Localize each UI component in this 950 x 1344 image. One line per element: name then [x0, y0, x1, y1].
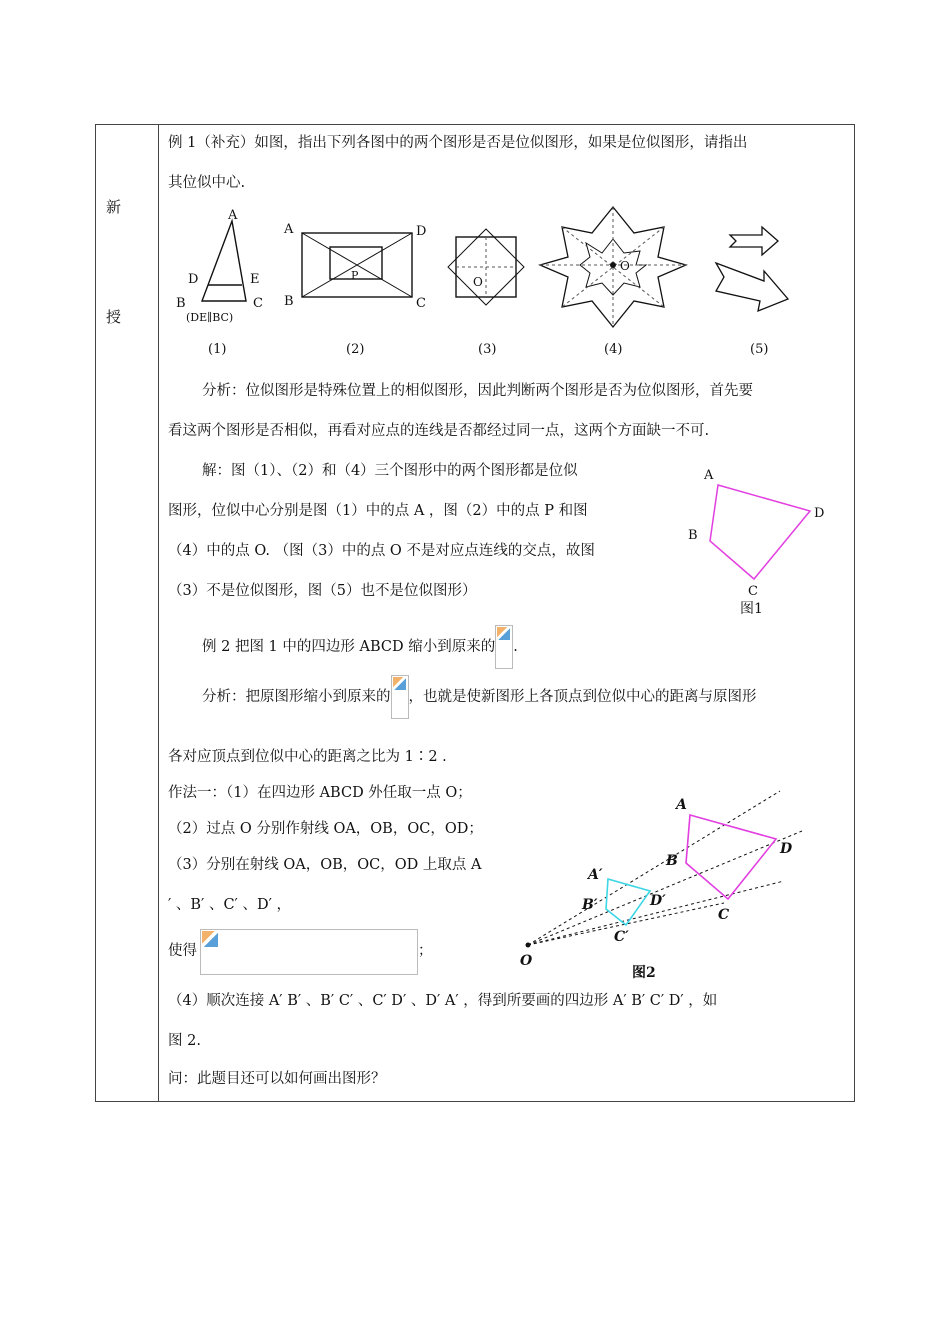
broken-image-icon	[497, 627, 510, 640]
figure2-caption: 图2	[632, 965, 656, 981]
example2-text: 例 2 把图 1 中的四边形 ABCD 缩小到原来的	[202, 639, 496, 655]
figure2-label-c2: C′	[614, 929, 629, 945]
example2-end: .	[513, 639, 518, 655]
side-label-xin: 新	[106, 198, 122, 216]
solution-line2: 图形，位似中心分别是图（1）中的点 A ，图（2）中的点 P 和图	[168, 503, 588, 519]
fig2-label-d: D	[416, 224, 427, 239]
method-line7: 图 2.	[168, 1033, 201, 1049]
solution-line4: （3）不是位似图形，图（5）也不是位似图形）	[168, 583, 477, 599]
fig1-label-d: D	[188, 272, 199, 287]
fig1-label-b: B	[176, 296, 186, 311]
fig3-label-o: O	[473, 275, 483, 289]
figure-4-stars	[540, 207, 686, 357]
fig1-caption: (1)	[208, 342, 227, 357]
figure-2-homothety	[520, 791, 810, 987]
method-line4: ′ 、B′ 、C′ 、D′ ，	[168, 897, 291, 913]
figure2-label-o: O	[520, 953, 533, 969]
fig2-label-b: B	[284, 294, 294, 309]
figure2-label-c: C	[718, 907, 730, 923]
fig5-caption: (5)	[750, 342, 769, 357]
method-line8: 问：此题目还可以如何画出图形？	[168, 1071, 386, 1087]
column-divider	[158, 125, 159, 1101]
fig1-label-c: C	[253, 296, 263, 311]
fig3-caption: (3)	[478, 342, 497, 357]
figure-5-arrows	[716, 227, 788, 357]
fig2-label-p: P	[351, 269, 359, 282]
figure-2-rectangles	[283, 222, 426, 357]
fraction-image-placeholder	[495, 625, 513, 669]
fig1-label-e: E	[250, 272, 260, 287]
method-line5a: 使得	[168, 943, 197, 959]
solution-line1: 解：图（1）、（2）和（4）三个图形中的两个图形都是位似	[202, 463, 578, 479]
figure2-label-a: A	[676, 797, 687, 813]
fig2-label-c: C	[416, 296, 426, 311]
analysis2-part1: 分析：把原图形缩小到原来的	[202, 689, 391, 705]
figure1-label-d: D	[814, 506, 825, 521]
example2-line	[202, 625, 518, 669]
fig1-label-a: A	[228, 208, 238, 223]
method-line6: （4）顺次连接 A′ B′ 、B′ C′ 、C′ D′ 、D′ A′ ，得到所要画的四边形 A′ B′ C′ D′ ，如	[168, 993, 718, 1009]
lesson-table	[95, 124, 855, 1102]
figure-1-quadrilateral	[680, 461, 825, 621]
fig2-caption: (2)	[346, 342, 365, 357]
method-line5b: ；	[418, 943, 433, 959]
figure1-label-a: A	[704, 468, 714, 483]
figure1-caption: 图1	[740, 601, 763, 617]
figure2-label-b2: B′	[582, 897, 598, 913]
figure1-label-c: C	[748, 584, 758, 599]
figure2-label-d2: D′	[650, 893, 666, 909]
figure-1-triangle	[176, 208, 263, 357]
example1-line1: 例 1（补充）如图，指出下列各图中的两个图形是否是位似图形，如果是位似图形，请指出	[168, 135, 748, 151]
fig1-note: (DE∥BC)	[186, 311, 234, 324]
analysis2-line2: 各对应顶点到位似中心的距离之比为 1∶2 .	[168, 749, 447, 765]
method-line3: （3）分别在射线 OA，OB，OC，OD 上取点 A	[168, 857, 482, 873]
figure2-label-a2: A′	[588, 867, 603, 883]
fig2-label-a: A	[284, 222, 294, 237]
fraction-image-placeholder-2	[391, 675, 409, 719]
broken-image-icon	[202, 931, 218, 947]
figure-3-squares	[448, 229, 524, 357]
analysis2-line1	[202, 675, 757, 719]
analysis2-part2: ，也就是使新图形上各顶点到位似中心的距离与原图形	[408, 689, 757, 705]
analysis1-line1: 分析：位似图形是特殊位置上的相似图形，因此判断两个图形是否为位似图形，首先要	[202, 383, 753, 399]
broken-image-icon	[393, 677, 406, 690]
figure-row	[168, 207, 808, 367]
formula-image-placeholder	[200, 929, 418, 975]
figure1-label-b: B	[688, 528, 698, 543]
analysis1-line2: 看这两个图形是否相似，再看对应点的连线是否都经过同一点，这两个方面缺一不可.	[168, 423, 710, 439]
example1-line2: 其位似中心.	[168, 175, 246, 191]
figure2-label-b: B	[666, 853, 678, 869]
solution-line3: （4）中的点 O. （图（3）中的点 O 不是对应点连线的交点，故图	[168, 543, 595, 559]
fig4-caption: (4)	[604, 342, 623, 357]
lesson-content	[168, 125, 848, 1101]
figure2-label-d: D	[780, 841, 793, 857]
method-line2: （2）过点 O 分别作射线 OA，OB，OC，OD；	[168, 821, 483, 837]
fig4-label-o: O	[620, 259, 630, 273]
method-line1: 作法一：（1）在四边形 ABCD 外任取一点 O；	[168, 785, 472, 801]
side-label-shou: 授	[106, 308, 122, 326]
